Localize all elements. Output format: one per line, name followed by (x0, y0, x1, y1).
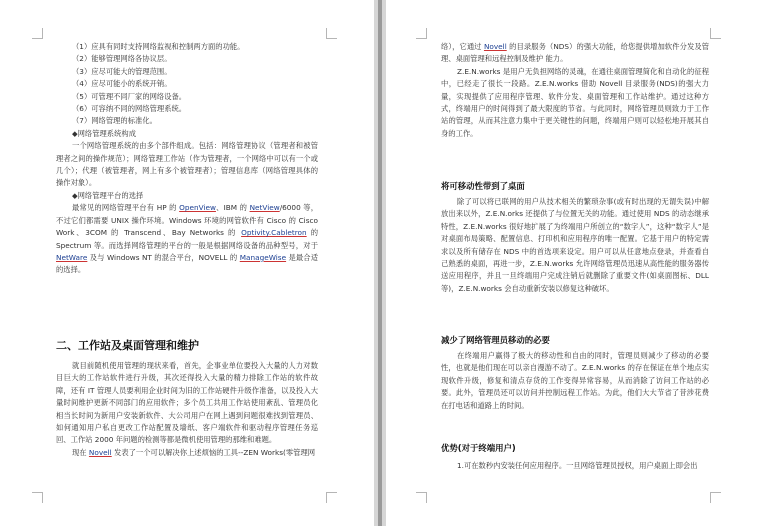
text-run: 络），它通过 (441, 42, 484, 51)
term-novell: Novell (483, 42, 507, 51)
heading-reduce-movement: 减少了网络管理员移动的必要 (441, 335, 550, 345)
crop-mark (32, 28, 43, 39)
reduce-body (441, 350, 709, 412)
crop-mark (326, 492, 337, 503)
text-run: 、IBM 的 (215, 203, 250, 213)
document-page-left (0, 0, 374, 526)
subheading-platform: ◆网络管理平台的选择 (72, 190, 144, 200)
term-netware: NetWare (56, 252, 88, 262)
term-managewise: ManageWise (239, 252, 287, 262)
text-run: 的 Spectrum 等。而选择网络管理的平台的一般是根据网络设备的品种型号，对于 (56, 228, 318, 250)
mobility-body (441, 196, 709, 295)
subheading-components: ◆网络管理系统构成 (72, 128, 136, 138)
term-netview: NetView (249, 203, 280, 213)
text-run: 的目录服务（NDS）的强大功能，给您提供增加软件分发及管理、桌面管理和远程控制及维护 能力。 (441, 42, 709, 64)
crop-mark (32, 492, 43, 503)
list-item: （1）应具有同时支持网络监视和控制两方面的功能。 (72, 42, 245, 51)
section-heading-workstation: 二、工作站及桌面管理和维护 (56, 339, 199, 352)
paragraph-zenworks: Z.E.N.works 是用户无负担网络的灵魂，在通往桌面管理简化和自动化的征程中，已经走了很长一段路。Z.E.N.works 借助 Novell 目录服务(NDS)的强大力量，实现提供了应用程序管理、软件分发、桌面管理和工作站维护。通过这种方式，终端用户的时间得到了最大限度的节省。与此同时，网络管理员则致力于工作站的管理，从而其注意力集中于更关键性的问题，终端用户则可以轻松地开展其自身的工作。 (441, 66, 709, 138)
paragraph-components: 一个网络管理系统的由多个部件组成。包括：网络管理协议（管理者和被管理者之间的操作规范）；网络管理工作站（作为管理者，一个网络中可以有一个或几个）；代理（被管理者，网上有多个被管理者）；管理信息库（网络管理具体的操作对象）。 (56, 141, 318, 188)
heading-advantages: 优势(对于终端用户) (441, 443, 516, 453)
paragraph-zenworks-intro (56, 447, 318, 459)
list-item: （5）可管理不同厂家的网络设备。 (72, 91, 187, 101)
paragraph-advantage-1: 1.可在数秒内安装任何应用程序。一旦网络管理员授权，用户桌面上即会出 (457, 461, 698, 470)
crop-mark (416, 28, 427, 39)
text-run: /6000 等，不过它们都需要 UNIX 操作环境。Windows 环境的网管软件有 Cisco 的 Cisco Work、3COM 的 Transcend、Bay Networks 的 (56, 203, 318, 238)
crop-mark (326, 28, 337, 39)
crop-mark (710, 28, 721, 39)
crop-mark (710, 492, 721, 503)
list-item: （2）能够管理网络各协议层。 (72, 54, 172, 64)
document-page-right (386, 0, 760, 526)
paragraph-platform (56, 202, 318, 276)
text-run: 及与 Windows NT 的混合平台，NOVELL 的 (87, 252, 240, 262)
requirements-list (56, 41, 318, 277)
text-run: 最常见的网络管理平台有 HP 的 (72, 203, 180, 213)
zenworks-body (441, 41, 709, 140)
paragraph-reduce: 在终端用户赢得了极大的移动性和自由的同时，管理员则减少了移动的必要性，也就是他们现在可以亲自漫游不动了。Z.E.N.works 的存在保证在单个地点实现软件升级，修复和清点存货的工作变得异常容易，从而消除了访问工作站的必要。此外，管理员还可以访问并控制远程工作站。为此，他们大大节省了昔涉花费在打电话和道路上的时间。 (441, 351, 709, 410)
term-openview: OpenView (179, 203, 216, 213)
paragraph-workstation: 就目前随机使用管理的现状来看，首先，企事业单位要投入大量的人力对数目巨大的工作站软件进行升级，其次还得投入大量的精力排除工作站的软件故障，还有 IT 管理人员要利用企业时间为旧的工作站硬件升级作准备，以及投入大量时间维护更新不同部门的应用软件；多个员工共用工作站使用紊乱、管理员化相当长时间为新用户安装新软件、大公司用户在网上遇到问题很难找到管理员、如何通知用户私自更改工作站配置及墙纸、客户端软件和驱动程序管理任务巡回、工作站 2000 年问题的检测等都是微机使用管理的那维和难题。 (56, 361, 318, 445)
term-optivity: Optivity.Cabletron (241, 228, 307, 238)
page-divider (378, 0, 382, 526)
page-gutter (374, 0, 386, 526)
text-run: 是最合适的选择。 (56, 252, 318, 275)
heading-mobility: 将可移动性带到了桌面 (441, 181, 525, 191)
paragraph-continued (441, 41, 709, 66)
crop-mark (416, 492, 427, 503)
term-novell: Novell (88, 447, 112, 457)
list-item: （7）网络管理的标准化。 (72, 116, 157, 126)
workstation-body (56, 360, 318, 459)
list-item: （3）应尽可能大的管理范围。 (72, 66, 172, 76)
text-run: 发表了一个可以解决你上述烦恼的工具--ZEN Works(零管理网 (111, 447, 316, 457)
list-item: （6）可容纳不同的网络管理系统。 (72, 104, 187, 114)
list-item: （4）应尽可能小的系统开销。 (72, 79, 172, 89)
text-run: 现在 (72, 447, 89, 457)
advantages-body (441, 460, 709, 472)
paragraph-mobility: 除了可以将已联网的用户从技术相关的繁琐杂事(或有时出现的无谓失误)中解放出来以外，Z.E.N.orks 还提供了与位置无关的功能。通过使用 NDS 的动态继承特性，Z.E.N.works 很好地扩展了为终端用户所创立的“数字人”，这种“数字人”是对桌面布局策略、配置信息、打印机和应用程序的唯一配置。它基于用户的特定需求以及所有储存在 NDS 中的首选项来设定。用户可以从任意地点登录，并查看自己熟悉的桌面，再进一步，Z.E.N.works 允许网络管理员迅速从高性能的服务器传送应用程序，并且一旦终端用户完成注销后就删除了重要文件(如桌面图标、DLL 等)，Z.E.N.works 会自动重新安装以修复这种破坏。 (441, 197, 709, 293)
